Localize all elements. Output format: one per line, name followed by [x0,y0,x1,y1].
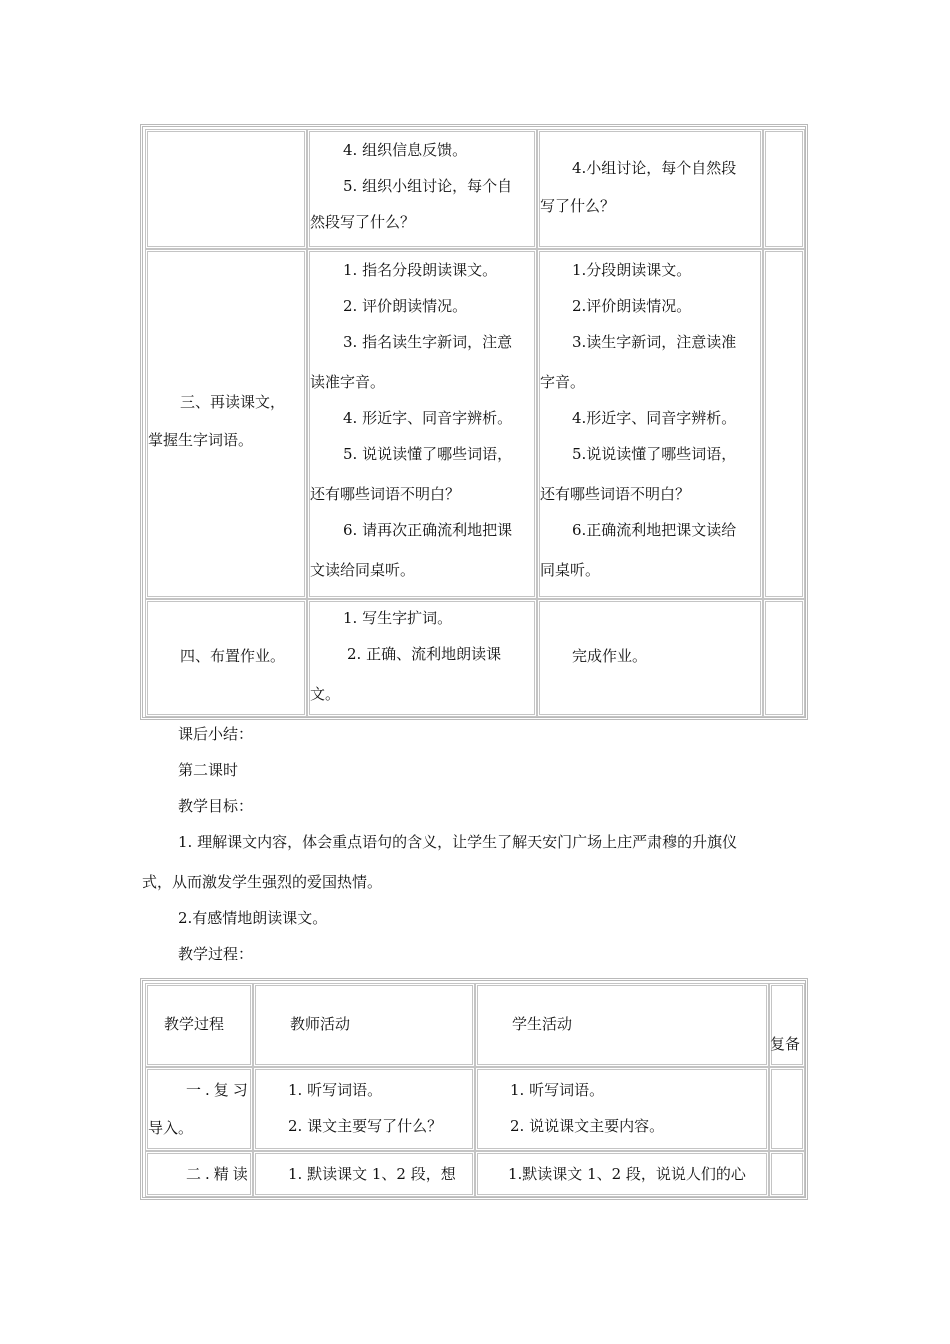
table2-row2-teacher-text: 1. 默读课文 1、2 段，想 [288,1165,456,1183]
goal2: 2.有感情地朗读课文。 [178,909,328,927]
table1-row1-teacher-line: 5. 组织小组讨论，每个自 [343,177,513,195]
table1-row2-teacher-line: 3. 指名读生字新词，注意 [343,333,513,351]
table1-row2-process-line: 掌握生字词语。 [148,431,254,449]
table1-row2-teacher-line: 5. 说说读懂了哪些词语， [343,445,513,463]
table2-row2-process-text: 二.精读 [186,1165,252,1183]
goal1-line1: 1. 理解课文内容，体会重点语句的含义，让学生了解天安门广场上庄严肃穆的升旗仪 [178,833,738,851]
table2-row2-student-cell [475,1151,769,1197]
table1-row2-teacher-cell [307,249,537,599]
table2-row1-teacher-line: 2. 课文主要写了什么？ [288,1117,443,1135]
table1-row1-prep-cell [763,129,805,249]
table1-row2-student-line: 5.说说读懂了哪些词语， [572,445,737,463]
table1-row2-teacher-line: 读准字音。 [310,373,386,391]
table2-row1-teacher-cell [253,1067,475,1151]
table1-row1-process-cell [145,129,307,249]
table1-row3-student-text: 完成作业。 [572,647,648,665]
table1-row2-teacher-line: 文读给同桌听。 [310,561,416,579]
table1-row2-student-line: 1.分段朗读课文。 [572,261,692,279]
table1-row3-student-cell [537,599,763,717]
table1-row1-student-line: 写了什么？ [540,197,616,215]
table2-row2-prep-cell [769,1151,805,1197]
table1-row3-process-cell [145,599,307,717]
table1-row2-teacher-line: 还有哪些词语不明白？ [310,485,461,503]
table1-row1-student-line: 4.小组讨论，每个自然段 [572,159,737,177]
table1-row3-teacher-cell [307,599,537,717]
table1-row2-prep-cell [763,249,805,599]
table1-row3-teacher-line: 1. 写生字扩词。 [343,609,453,627]
lesson-table-1 [140,124,808,720]
table2-row1-process-line: 导入。 [148,1119,194,1137]
table2-row2-teacher-cell [253,1151,475,1197]
lesson-table-2 [140,978,808,1200]
table1-row2-student-line: 2.评价朗读情况。 [572,297,692,315]
table1-row2-teacher-line: 2. 评价朗读情况。 [343,297,468,315]
table2-row1-student-line: 1. 听写词语。 [510,1081,605,1099]
table1-row1-student-cell [537,129,763,249]
goals-heading: 教学目标： [178,797,254,815]
table2-row1-student-cell [475,1067,769,1151]
table2-header-process: 教学过程 [145,983,253,1067]
table1-row2-student-line: 4.形近字、同音字辨析。 [572,409,737,427]
table1-row2-teacher-line: 6. 请再次正确流利地把课 [343,521,513,539]
table2-row1-process-cell [145,1067,253,1151]
table1-row1-teacher-line: 4. 组织信息反馈。 [343,141,468,159]
table2-row1-teacher-line: 1. 听写词语。 [288,1081,383,1099]
table1-row3-process-text: 四、布置作业。 [180,647,286,665]
table2-row1-student-line: 2. 说说课文主要内容。 [510,1117,665,1135]
lesson2-heading: 第二课时 [178,761,239,779]
process-heading: 教学过程： [178,945,254,963]
table1-row2-teacher-line: 4. 形近字、同音字辨析。 [343,409,513,427]
table1-row3-teacher-line: 2. 正确、流利地朗读课 [347,645,502,663]
table1-row2-process-cell [145,249,307,599]
table1-row2-student-cell [537,249,763,599]
table2-header-student: 学生活动 [475,983,769,1067]
table1-row2-teacher-line: 1. 指名分段朗读课文。 [343,261,498,279]
goal1-line2: 式，从而激发学生强烈的爱国热情。 [142,873,383,891]
table1-row1-teacher-cell [307,129,537,249]
summary-label: 课后小结： [178,725,254,743]
table1-row2-student-line: 同桌听。 [540,561,601,579]
table2-header-prep: 复备 [769,983,805,1067]
table1-row3-teacher-line: 文。 [310,685,341,703]
table1-row2-student-line: 6.正确流利地把课文读给 [572,521,737,539]
table1-row1-teacher-line: 然段写了什么？ [310,213,416,231]
table1-row2-process-line: 三、再读课文， [180,393,286,411]
table2-row1-process-line: 一.复习 [186,1081,252,1099]
table2-header-teacher: 教师活动 [253,983,475,1067]
table2-row1-prep-cell [769,1067,805,1151]
table2-row2-student-text: 1.默读课文 1、2 段，说说人们的心 [508,1165,746,1183]
table1-row2-student-line: 还有哪些词语不明白？ [540,485,691,503]
table1-row2-student-line: 3.读生字新词，注意读准 [572,333,737,351]
table1-row2-student-line: 字音。 [540,373,586,391]
table1-row3-prep-cell [763,599,805,717]
table2-row2-process-cell [145,1151,253,1197]
